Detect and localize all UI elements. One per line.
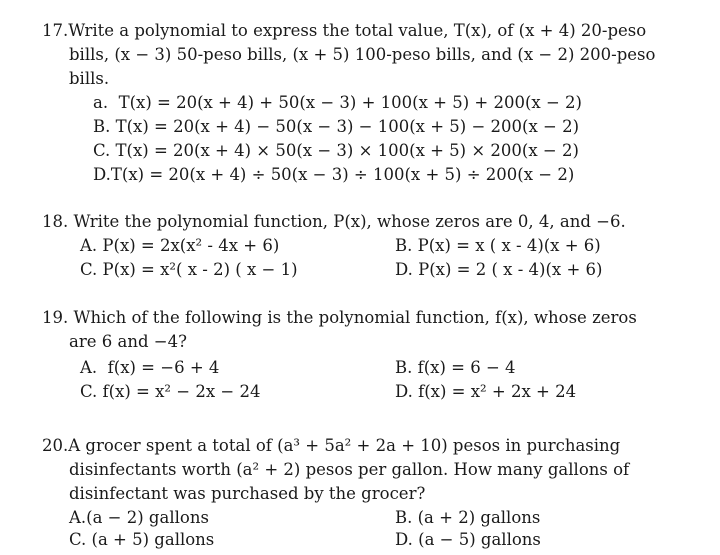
q17-text-line-1: 17.Write a polynomial to express the total value, T(x), of (x + 4) 20-peso xyxy=(42,21,647,40)
q17-option-b: B. T(x) = 20(x + 4) − 50(x − 3) − 100(x + 5) − 200(x − 2) xyxy=(93,117,580,136)
q18-option-a: A. P(x) = 2x(x² - 4x + 6) xyxy=(80,236,280,255)
q18-text-line-1: 18. Write the polynomial function, P(x), whose zeros are 0, 4, and −6. xyxy=(42,212,626,231)
q19-option-a: A. f(x) = −6 + 4 xyxy=(80,358,220,377)
q20-text-line-1: 20.A grocer spent a total of (a³ + 5a² + 2a + 10) pesos in purchasing xyxy=(42,436,621,455)
q18-option-d: D. P(x) = 2 ( x - 4)(x + 6) xyxy=(395,260,603,279)
q19-text-line-1: 19. Which of the following is the polynomial function, f(x), whose zeros xyxy=(42,308,637,327)
q17-text-line-3: bills. xyxy=(69,69,110,88)
q17-text-line-2: bills, (x − 3) 50-peso bills, (x + 5) 100-peso bills, and (x − 2) 200-peso xyxy=(69,45,656,64)
q20-option-c: C. (a + 5) gallons xyxy=(69,530,215,549)
q19-option-b: B. f(x) = 6 − 4 xyxy=(395,358,516,377)
q18-option-b: B. P(x) = x ( x - 4)(x + 6) xyxy=(395,236,601,255)
q19-text-line-2: are 6 and −4? xyxy=(69,332,187,351)
q20-option-b: B. (a + 2) gallons xyxy=(395,508,541,527)
q20-text-line-3: disinfectant was purchased by the grocer? xyxy=(69,484,426,503)
q19-option-d: D. f(x) = x² + 2x + 24 xyxy=(395,382,577,401)
q18-option-c: C. P(x) = x²( x - 2) ( x − 1) xyxy=(80,260,298,279)
q17-option-d: D.T(x) = 20(x + 4) ÷ 50(x − 3) ÷ 100(x + 5) ÷ 200(x − 2) xyxy=(93,165,575,184)
q19-option-c: C. f(x) = x² − 2x − 24 xyxy=(80,382,261,401)
q20-option-a: A.(a − 2) gallons xyxy=(69,508,209,527)
q20-option-d: D. (a − 5) gallons xyxy=(395,530,541,549)
q17-option-c: C. T(x) = 20(x + 4) × 50(x − 3) × 100(x + 5) × 200(x − 2) xyxy=(93,141,579,160)
q20-text-line-2: disinfectants worth (a² + 2) pesos per gallon. How many gallons of xyxy=(69,460,630,479)
q17-option-a: a. T(x) = 20(x + 4) + 50(x − 3) + 100(x + 5) + 200(x − 2) xyxy=(93,93,582,112)
